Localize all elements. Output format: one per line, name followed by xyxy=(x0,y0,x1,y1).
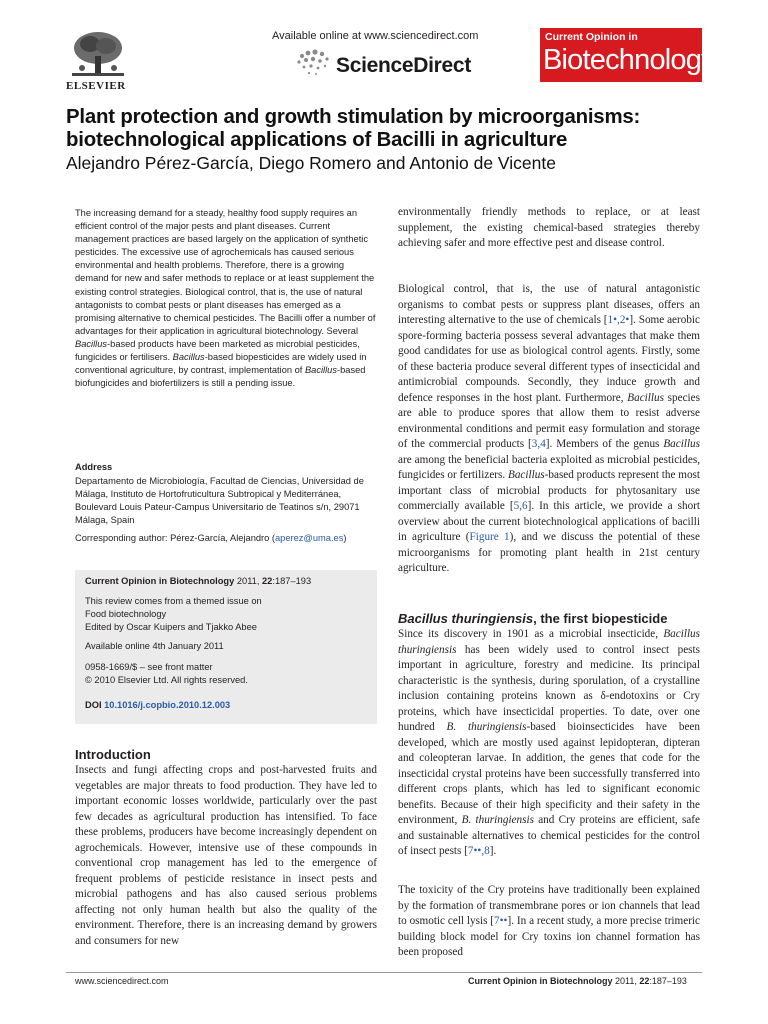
address-label: Address xyxy=(75,462,113,472)
journal-banner-title: Biotechnology xyxy=(543,44,715,76)
right-paragraph-1: environmentally friendly methods to replace, or at least supplement, the existing chemical-based strategies thereby achieving safer and more effective pest and disease control. xyxy=(398,206,700,249)
issn-copyright: 0958-1669/$ – see front matter © 2010 Elsevier Ltd. All rights reserved. xyxy=(85,662,248,685)
ref-link[interactable]: 5,6 xyxy=(513,500,528,512)
ref-link[interactable]: 1•,2• xyxy=(607,314,630,326)
corresponding-author: Corresponding author: Pérez-García, Alejandro (aperez@uma.es) xyxy=(75,533,347,543)
publisher-name: ELSEVIER xyxy=(66,80,126,92)
introduction-heading: Introduction xyxy=(75,747,151,762)
doi-line: DOI 10.1016/j.copbio.2010.12.003 xyxy=(85,700,231,710)
abstract: The increasing demand for a steady, healthy food supply requires an efficient control of the major pests and plant diseases. Current management practices are based largely on the application of synthetic pesticides. The excessive use of agrochemicals has caused serious environmental and health problems. Therefore, there is a growing demand for new and safer methods to replace or at least supplement the existing control strategies. Biological control, that is, the use of natural antagonists to combat pests or plant diseases has emerged as a promising alternative to chemical pesticides. The Bacilli offer a number of advantages for their application in agricultural biotechnology. Several Bacillus-based products have been marketed as microbial pesticides, fungicides or fertilisers. Bacillus-based biopesticides are widely used in conventional agriculture, by contrast, implementation of Bacillus-based biofungicides and biofertilizers is still a pending issue. xyxy=(75,208,376,389)
right-paragraph-2: Biological control, that is, the use of natural antagonistic organisms to combat pests or suppress plant diseases, offers an interesting alternative to the use of chemicals [1•,2•]. Some aerobic spore-forming bacteria possess several advantages that make them good candidates for use as biological control agents. Firstly, some of these bacteria produce several different types of insecticidal and antimicrobial compounds. Secondly, they induce growth and defence responses in the host plant. Furthermore, Bacillus species are able to produce spores that allow them to resist adverse environmental conditions and permit easy formulation and storage of the commercial products [3,4]. Members of the genus Bacillus are among the beneficial bacteria exploited as microbial pesticides, fungicides or fertilizers. Bacillus-based products represent the most important class of microbial products for phytosanitary use commercially available [5,6]. In this article, we provide a short overview about the current biotechnological applications of bacilli in agriculture (Figure 1), and we discuss the potential of these microorganisms for promoting plant health in 21st century agriculture. xyxy=(398,283,701,574)
section-heading-bt: Bacillus thuringiensis, the first biopesticide xyxy=(398,611,668,626)
ref-link[interactable]: 7•• xyxy=(494,915,508,927)
themed-issue: This review comes from a themed issue on Food biotechnology Edited by Oscar Kuipers and Tjakko Abee xyxy=(85,596,262,632)
footer-url: www.sciencedirect.com xyxy=(75,976,169,986)
right-paragraph-4: The toxicity of the Cry proteins have traditionally been explained by the formation of transmembrane pores or ion channels that lead to osmotic cell lysis [7••]. In a recent study, a more precise trimeric building block model for Cry toxins ion channel formation has been proposed xyxy=(398,884,700,958)
available-date: Available online 4th January 2011 xyxy=(85,641,224,651)
doi-link[interactable]: 10.1016/j.copbio.2010.12.003 xyxy=(104,700,231,710)
address-text: Departamento de Microbiología, Facultad de Ciencias, Universidad de Málaga, Instituto de Hortofruticultura Subtropical y Mediterránea, Boulevard Louis Pateur-Campus Universitario de Teatinos s/n, 29071 Málaga, Spain xyxy=(75,476,364,526)
sciencedirect-wordmark: ScienceDirect xyxy=(336,54,472,77)
email-link[interactable]: aperez@uma.es xyxy=(275,533,344,543)
figure-link[interactable]: Figure 1 xyxy=(469,531,510,543)
article-authors: Alejandro Pérez-García, Diego Romero and Antonio de Vicente xyxy=(66,153,556,173)
article-title: Plant protection and growth stimulation by microorganisms: biotechnological applications of Bacilli in agriculture xyxy=(66,106,641,151)
footer-citation: Current Opinion in Biotechnology 2011, 22:187–193 xyxy=(468,976,687,986)
ref-link[interactable]: 3,4 xyxy=(531,438,546,450)
ref-link[interactable]: 7••,8 xyxy=(467,845,490,857)
citation-line: Current Opinion in Biotechnology 2011, 22:187–193 xyxy=(85,576,312,586)
elsevier-tree-logo xyxy=(68,30,128,80)
introduction-text: Insects and fungi affecting crops and post-harvested fruits and vegetables are major threats to food production. They have led to important economic losses worldwide, particularly over the past few decades as agricultural production has intensified. To face these problems, producers have become increasingly dependent on agrochemicals. However, intensive use of these compounds in conventional crop management has led to the emergence of frequent problems of pesticide resistance in insect pests and microbial pathogens and has also caused serious problems affecting not only human health but also the quality of the environment. Therefore, there is an increasing demand by growers and consumers for new xyxy=(75,764,377,947)
journal-banner-small: Current Opinion in xyxy=(545,31,638,43)
footer-divider xyxy=(66,972,702,973)
available-online-text: Available online at www.sciencedirect.com xyxy=(272,30,479,42)
right-paragraph-3: Since its discovery in 1901 as a microbial insecticide, Bacillus thuringiensis has been widely used to control insect pests important in agriculture, forestry and medicine. Its principal characteristic is the synthesis, during sporulation, of a crystalline inclusion containing proteins known as δ-endotoxins or Cry proteins, which have insecticidal properties. To date, over one hundred B. thuringiensis-based bioinsecticides have been developed, which are mostly used against lepidopteran, dipteran and coleopteran larvae. In addition, the genes that code for the insecticidal crystal proteins have been successfully transferred into different crops plants, which has led to significant economic benefits. Because of their high specificity and their safety in the environment, B. thuringiensis and Cry proteins are efficient, safe and sustainable alternatives to chemical pesticides for the control of insect pests [7••,8]. xyxy=(398,628,701,857)
